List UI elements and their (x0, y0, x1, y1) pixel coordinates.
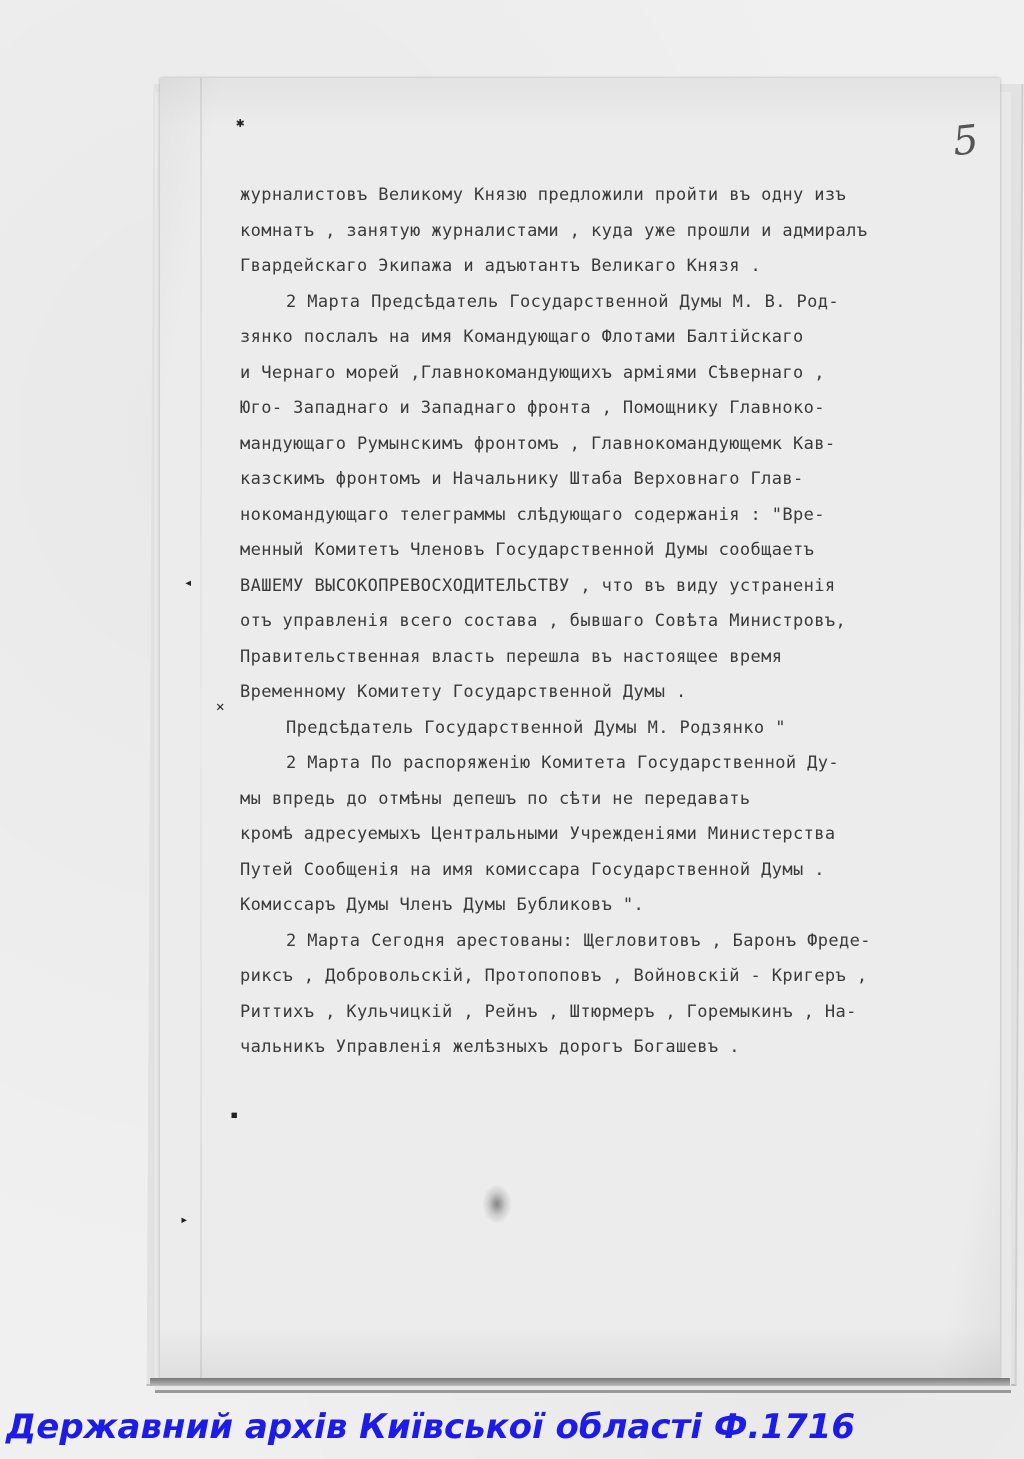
handwritten-page-number: 5 (950, 116, 981, 166)
punch-mark: ✕ (216, 699, 225, 715)
text-line: комнатъ , занятую журналистами , куда уже прошли и адмиралъ (240, 220, 868, 241)
text-line: мандующаго Румынскимъ фронтомъ , Главнокомандующемк Кав- (240, 433, 836, 454)
text-line: отъ управленiя всего состава , бывшаго Совѣта Министровъ, (240, 611, 847, 631)
text-line: и Чернаго морей ,Главнокомандующихъ армiями Сѣвернаго , (240, 362, 825, 383)
punch-mark: ✱ (236, 115, 245, 131)
document-page (160, 78, 1000, 1378)
text-line: чальникъ Управленiя желѣзныхъ дорогъ Богашевъ . (240, 1037, 740, 1057)
text-line: Риттихъ , Кульчицкiй , Рейнъ , Штюрмеръ , Горемыкинъ , На- (240, 1001, 857, 1022)
text-line: Временному Комитету Государственной Думы . (240, 682, 687, 702)
text-line: казскимъ фронтомъ и Начальнику Штаба Верховнаго Глав- (240, 469, 804, 489)
page-bottom-edge (150, 1378, 1010, 1386)
text-line: Юго- Западнаго и Западнаго фронта , Помощнику Главноко- (240, 398, 825, 418)
punch-mark: ▪ (230, 1107, 239, 1123)
typewritten-text (240, 178, 940, 1066)
text-line: Предсѣдатель Государственной Думы М. Родзянко " (286, 717, 786, 738)
page-fold-line (200, 78, 202, 1378)
text-line: риксъ , Добровольскiй, Протопоповъ , Войновскiй - Кригеръ , (240, 966, 868, 986)
text-line: Правительственная власть перешла въ настоящее время (240, 646, 783, 667)
text-line: 2 Марта Сегодня арестованы: Щегловитовъ , Баронъ Фреде- (286, 930, 871, 951)
text-line: Гвардейскаго Экипажа и адъютантъ Великаго Князя . (240, 256, 762, 276)
text-line: 2 Марта Предсѣдатель Государственной Думы М. В. Род- (286, 291, 840, 312)
text-line: менный Комитетъ Членовъ Государственной Думы сообщаетъ (240, 540, 815, 560)
text-line: Путей Сообщенiя на имя комиссара Государственной Думы . (240, 859, 825, 880)
punch-mark: ◂ (184, 575, 193, 591)
archive-caption: Державний архів Київської області Ф.1716 (6, 1407, 856, 1447)
text-line: нокомандующаго телеграммы слѣдующаго содержанiя : "Вре- (240, 504, 825, 525)
text-line: кромѣ адресуемыхъ Центральными Учрежденiями Министерства (240, 824, 836, 844)
text-line: Комиссаръ Думы Членъ Думы Бубликовъ ". (240, 895, 645, 915)
text-line: 2 Марта По распоряженiю Комитета Государственной Ду- (286, 753, 840, 773)
text-line: журналистовъ Великому Князю предложили пройти въ одну изъ (240, 185, 847, 205)
ink-smudge (482, 1184, 512, 1224)
text-line: ВАШЕМУ ВЫСОКОПРЕВОСХОДИТЕЛЬСТВУ , что въ виду устраненiя (240, 575, 836, 596)
text-line: зянко послалъ на имя Командующаго Флотами Балтiйскаго (240, 327, 804, 347)
punch-mark: ▸ (180, 1212, 189, 1228)
text-line: мы впредь до отмѣны депешъ по сѣти не передавать (240, 788, 751, 809)
